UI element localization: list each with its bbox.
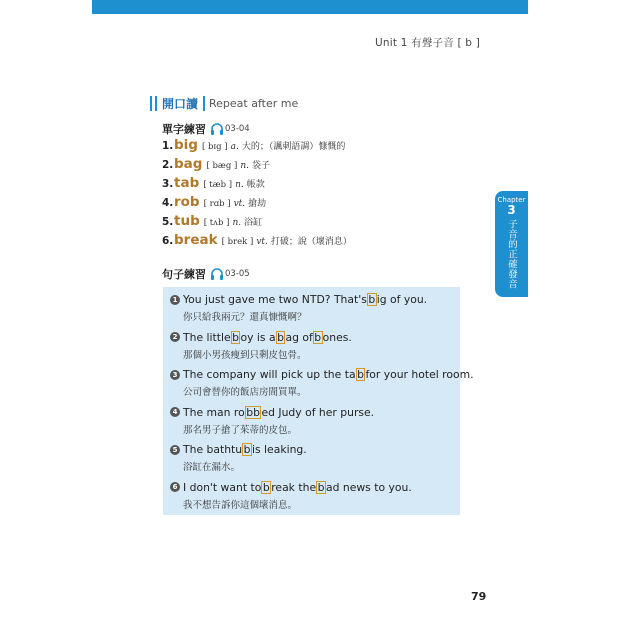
sentence-text: I don't want to <box>183 480 262 494</box>
sentence-number-badge: 2 <box>170 332 180 342</box>
sentence-item <box>170 443 307 473</box>
sentence-text: ones. <box>322 330 352 344</box>
highlighted-b: b <box>243 443 251 456</box>
sentence-item <box>170 368 474 398</box>
highlighted-b: b <box>368 293 376 306</box>
sentence-label <box>162 266 250 282</box>
sentence-track-number: 03-05 <box>225 269 250 279</box>
sentence-text: ig of you. <box>376 293 428 306</box>
vocab-number: 3. <box>162 178 174 190</box>
heading-separator <box>203 96 205 111</box>
vocab-word: break <box>174 232 218 248</box>
vocab-meaning: 搶劫 <box>248 199 267 209</box>
vocab-number: 2. <box>162 159 174 171</box>
vocab-word: tab <box>174 175 200 191</box>
sentence-text: ag of <box>285 330 313 344</box>
sentence-text: is leaking. <box>252 443 307 456</box>
top-color-bar <box>92 0 528 14</box>
vocab-item <box>162 232 352 251</box>
vocab-item <box>162 137 352 156</box>
heading-bar <box>155 96 157 111</box>
sentence-item <box>170 481 412 511</box>
sentence-chinese: 你只給我兩元？還真慷慨啊？ <box>183 312 307 323</box>
vocab-part-of-speech: a. <box>230 142 239 152</box>
vocab-phonetic: [ tæb ] <box>203 180 233 190</box>
sentence-text: The little <box>183 330 231 344</box>
highlighted-b: bb <box>246 405 260 419</box>
vocab-word: tub <box>174 213 200 229</box>
sentence-practice-box <box>163 287 474 515</box>
sentence-chinese: 那個小男孩瘦到只剩皮包骨。 <box>183 349 307 361</box>
heading-bar <box>150 96 152 111</box>
sentence-number-badge: 5 <box>170 445 180 455</box>
sentence-item <box>170 293 427 323</box>
sentence-title: 句子練習 <box>162 268 206 281</box>
chapter-label: Chapter <box>497 196 526 204</box>
vocab-part-of-speech: n. <box>235 180 244 190</box>
sentence-text: ad news to you. <box>325 480 412 494</box>
vocab-part-of-speech: n. <box>240 161 250 171</box>
vocab-word: bag <box>174 156 203 172</box>
vocab-list <box>162 137 352 251</box>
vocab-meaning: 帳款 <box>246 180 265 190</box>
vocab-track-number: 03-04 <box>225 124 250 134</box>
vocab-number: 5. <box>162 216 174 228</box>
vocab-title: 單字練習 <box>162 123 206 136</box>
vocab-word: big <box>174 137 198 153</box>
headphones-icon <box>210 123 224 135</box>
vocab-part-of-speech: vt. <box>233 199 246 209</box>
highlighted-b: b <box>357 368 364 381</box>
sentence-chinese: 浴缸在漏水。 <box>183 462 241 473</box>
sentence-english <box>170 481 412 494</box>
sentence-number-badge: 6 <box>170 482 180 492</box>
sentence-chinese: 那名男子搶了茱蒂的皮包。 <box>183 424 298 436</box>
sentence-text: reak the <box>271 480 317 494</box>
vocab-part-of-speech: n. <box>232 218 242 228</box>
vocab-number: 1. <box>162 140 174 152</box>
vocab-number: 6. <box>162 235 174 247</box>
sentence-text: The man ro <box>183 405 245 419</box>
sentence-text: oy is a <box>240 330 276 344</box>
vocab-label <box>162 121 250 137</box>
sentence-text: The bathtu <box>183 443 243 456</box>
sentence-english <box>170 293 427 306</box>
section-title-zh: 開口讀 <box>162 97 199 111</box>
unit-title: Unit 1 有聲子音 [ b ] <box>374 37 480 49</box>
vocab-item <box>162 194 352 213</box>
vocab-meaning: 浴缸 <box>244 218 263 228</box>
chapter-number: 3 <box>507 203 516 217</box>
vocab-item <box>162 175 352 194</box>
sentence-chinese: 我不想告訴你這個壞消息。 <box>183 499 298 511</box>
sentence-item <box>170 406 374 436</box>
sentence-english <box>170 443 307 456</box>
vocab-phonetic: [ brek ] <box>221 237 254 247</box>
page-number: 79 <box>471 590 487 603</box>
highlighted-b: b <box>317 480 325 494</box>
highlighted-b: b <box>232 330 239 344</box>
section-title-en: Repeat after me <box>209 97 299 110</box>
highlighted-b: b <box>314 330 322 344</box>
vocab-phonetic: [ rɑb ] <box>203 199 231 209</box>
vocab-item <box>162 213 352 232</box>
sentence-chinese: 公司會替你的飯店房間買單。 <box>183 387 307 398</box>
sentence-english <box>170 368 474 381</box>
vocab-meaning: 袋子 <box>252 161 271 171</box>
vocab-phonetic: [ bɪg ] <box>201 142 228 152</box>
headphones-icon <box>210 268 224 280</box>
vocab-part-of-speech: vt. <box>256 237 268 247</box>
sentence-text: for your hotel room. <box>365 368 474 381</box>
vocab-meaning: 打破；說（壞消息） <box>270 237 352 247</box>
sentence-item <box>170 331 352 361</box>
vocab-number: 4. <box>162 197 174 209</box>
sentence-number-badge: 1 <box>170 295 180 305</box>
vocab-word: rob <box>174 194 200 210</box>
sentence-english <box>170 331 352 344</box>
vocab-phonetic: [ bæg ] <box>206 161 238 171</box>
sentence-text: The company will pick up the ta <box>183 368 356 381</box>
vocab-phonetic: [ tʌb ] <box>203 218 230 228</box>
sentence-text: You just gave me two NTD? That's <box>183 293 367 306</box>
chapter-tab <box>495 191 528 297</box>
chapter-title: 子音的正確發音 <box>506 219 517 289</box>
section-heading <box>150 95 298 112</box>
sentence-number-badge: 4 <box>170 407 180 417</box>
vocab-meaning: 大的；（諷刺語調）慷慨的 <box>241 142 346 152</box>
sentence-english <box>170 406 374 419</box>
highlighted-b: b <box>262 480 270 494</box>
highlighted-b: b <box>277 330 284 344</box>
sentence-number-badge: 3 <box>170 370 180 380</box>
vocab-item <box>162 156 352 175</box>
sentence-text: ed Judy of her purse. <box>261 405 375 419</box>
